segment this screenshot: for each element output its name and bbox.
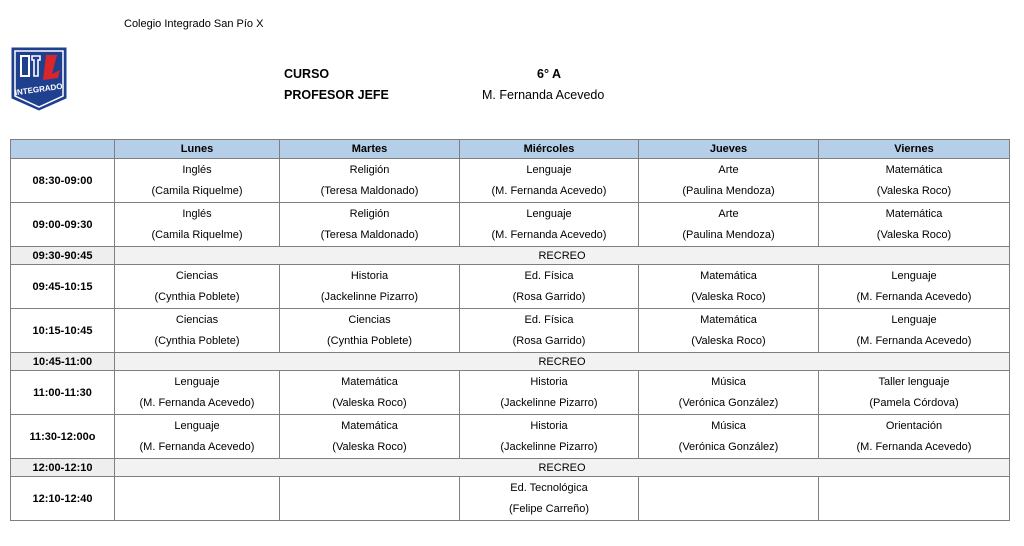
class-cell [639, 159, 819, 203]
header-day: Martes [280, 140, 460, 159]
table-row [11, 309, 1010, 353]
recreo-cell: RECREO [115, 353, 1010, 371]
teacher: (Valeska Roco) [332, 440, 407, 453]
class-cell [639, 477, 819, 521]
subject: Lenguaje [526, 163, 572, 176]
subject: Lenguaje [174, 375, 220, 388]
header-time [11, 140, 115, 159]
curso-label: CURSO [284, 67, 330, 81]
class-cell [280, 203, 460, 247]
subject: Ed. Tecnológica [510, 481, 588, 494]
profesor-jefe-label: PROFESOR JEFE [284, 88, 389, 102]
class-cell [280, 159, 460, 203]
teacher: (Valeska Roco) [691, 334, 766, 347]
class-cell [280, 371, 460, 415]
class-cell [460, 415, 639, 459]
teacher: (Valeska Roco) [876, 184, 952, 197]
svg-text:INTEGRADO: INTEGRADO [14, 81, 64, 98]
class-cell [280, 309, 460, 353]
teacher: (Valeska Roco) [876, 228, 952, 241]
class-cell [280, 265, 460, 309]
time-cell: 09:00-09:30 [11, 203, 115, 247]
teacher: (Rosa Garrido) [512, 334, 586, 347]
subject: Música [711, 375, 746, 388]
class-cell [639, 203, 819, 247]
time-cell: 09:45-10:15 [11, 265, 115, 309]
class-cell [460, 309, 639, 353]
class-cell [115, 159, 280, 203]
teacher: (Camila Riquelme) [151, 184, 243, 197]
subject: Ed. Física [524, 269, 574, 282]
subject: Historia [530, 419, 568, 432]
teacher: (Teresa Maldonado) [320, 228, 419, 241]
header-day: Jueves [639, 140, 819, 159]
subject: Lenguaje [891, 313, 937, 326]
subject: Lenguaje [891, 269, 937, 282]
teacher: (M. Fernanda Acevedo) [491, 184, 607, 197]
subject: Religión [349, 163, 390, 176]
class-cell [115, 265, 280, 309]
teacher: (M. Fernanda Acevedo) [139, 396, 255, 409]
break-row [11, 353, 1010, 371]
table-row [11, 415, 1010, 459]
teacher: (Valeska Roco) [691, 290, 766, 303]
teacher: (Jackelinne Pizarro) [500, 396, 598, 409]
teacher: (Cynthia Poblete) [154, 290, 240, 303]
school-logo [10, 46, 68, 112]
class-cell [639, 309, 819, 353]
class-cell [280, 477, 460, 521]
subject: Taller lenguaje [878, 375, 950, 388]
recreo-cell: RECREO [115, 247, 1010, 265]
teacher: (Verónica González) [678, 440, 779, 453]
class-cell [460, 371, 639, 415]
time-cell: 10:15-10:45 [11, 309, 115, 353]
teacher: (Verónica González) [678, 396, 779, 409]
header-row [11, 140, 1010, 159]
school-name: Colegio Integrado San Pío X [124, 18, 264, 30]
subject: Inglés [182, 163, 212, 176]
subject: Orientación [885, 419, 943, 432]
subject: Matemática [700, 269, 757, 282]
teacher: (Felipe Carreño) [508, 502, 590, 515]
break-row [11, 459, 1010, 477]
class-cell [819, 371, 1010, 415]
class-cell [280, 415, 460, 459]
teacher: (M. Fernanda Acevedo) [139, 440, 255, 453]
time-cell: 09:30-90:45 [11, 247, 115, 265]
teacher: (M. Fernanda Acevedo) [856, 334, 972, 347]
subject: Historia [350, 269, 389, 282]
class-cell [115, 309, 280, 353]
class-cell [819, 203, 1010, 247]
class-cell [115, 477, 280, 521]
subject: Ciencias [348, 313, 391, 326]
subject: Arte [718, 163, 739, 176]
class-cell [819, 309, 1010, 353]
class-cell [819, 265, 1010, 309]
subject: Ciencias [175, 313, 219, 326]
class-cell [460, 477, 639, 521]
class-cell [819, 477, 1010, 521]
teacher: (Pamela Córdova) [869, 396, 959, 409]
class-cell [639, 265, 819, 309]
teacher: (Jackelinne Pizarro) [500, 440, 598, 453]
teacher: (Rosa Garrido) [512, 290, 586, 303]
subject: Ed. Física [524, 313, 574, 326]
class-cell [639, 371, 819, 415]
subject: Arte [718, 207, 739, 220]
schedule-table [10, 139, 1010, 521]
recreo-cell: RECREO [115, 459, 1010, 477]
subject: Inglés [182, 207, 212, 220]
header-day: Viernes [819, 140, 1010, 159]
time-cell: 12:00-12:10 [11, 459, 115, 477]
class-cell [115, 371, 280, 415]
break-row [11, 247, 1010, 265]
subject: Matemática [885, 163, 943, 176]
curso-value: 6° A [537, 67, 561, 81]
class-cell [460, 265, 639, 309]
table-row [11, 265, 1010, 309]
time-cell: 10:45-11:00 [11, 353, 115, 371]
teacher: (M. Fernanda Acevedo) [491, 228, 607, 241]
subject: Matemática [341, 419, 398, 432]
subject: Historia [530, 375, 568, 388]
class-cell [115, 415, 280, 459]
subject: Matemática [885, 207, 943, 220]
subject: Ciencias [175, 269, 219, 282]
teacher: (Valeska Roco) [332, 396, 407, 409]
class-cell [819, 159, 1010, 203]
teacher: (Cynthia Poblete) [327, 334, 412, 347]
table-row [11, 159, 1010, 203]
teacher: (Paulina Mendoza) [682, 184, 775, 197]
profesor-jefe-value: M. Fernanda Acevedo [482, 88, 605, 102]
class-cell [460, 159, 639, 203]
time-cell: 11:00-11:30 [11, 371, 115, 415]
table-row [11, 203, 1010, 247]
teacher: (Paulina Mendoza) [682, 228, 775, 241]
class-cell [115, 203, 280, 247]
time-cell: 12:10-12:40 [11, 477, 115, 521]
teacher: (Teresa Maldonado) [320, 184, 419, 197]
class-cell [819, 415, 1010, 459]
teacher: (Camila Riquelme) [151, 228, 243, 241]
subject: Religión [349, 207, 390, 220]
class-cell [460, 203, 639, 247]
table-row [11, 477, 1010, 521]
subject: Lenguaje [174, 419, 220, 432]
teacher: (Jackelinne Pizarro) [320, 290, 419, 303]
header-day: Lunes [115, 140, 280, 159]
subject: Lenguaje [526, 207, 572, 220]
class-cell [639, 415, 819, 459]
teacher: (Cynthia Poblete) [154, 334, 240, 347]
table-row [11, 371, 1010, 415]
time-cell: 11:30-12:00o [11, 415, 115, 459]
subject: Matemática [341, 375, 398, 388]
header-day: Miércoles [460, 140, 639, 159]
teacher: (M. Fernanda Acevedo) [856, 290, 972, 303]
time-cell: 08:30-09:00 [11, 159, 115, 203]
subject: Música [711, 419, 746, 432]
teacher: (M. Fernanda Acevedo) [856, 440, 972, 453]
subject: Matemática [700, 313, 757, 326]
